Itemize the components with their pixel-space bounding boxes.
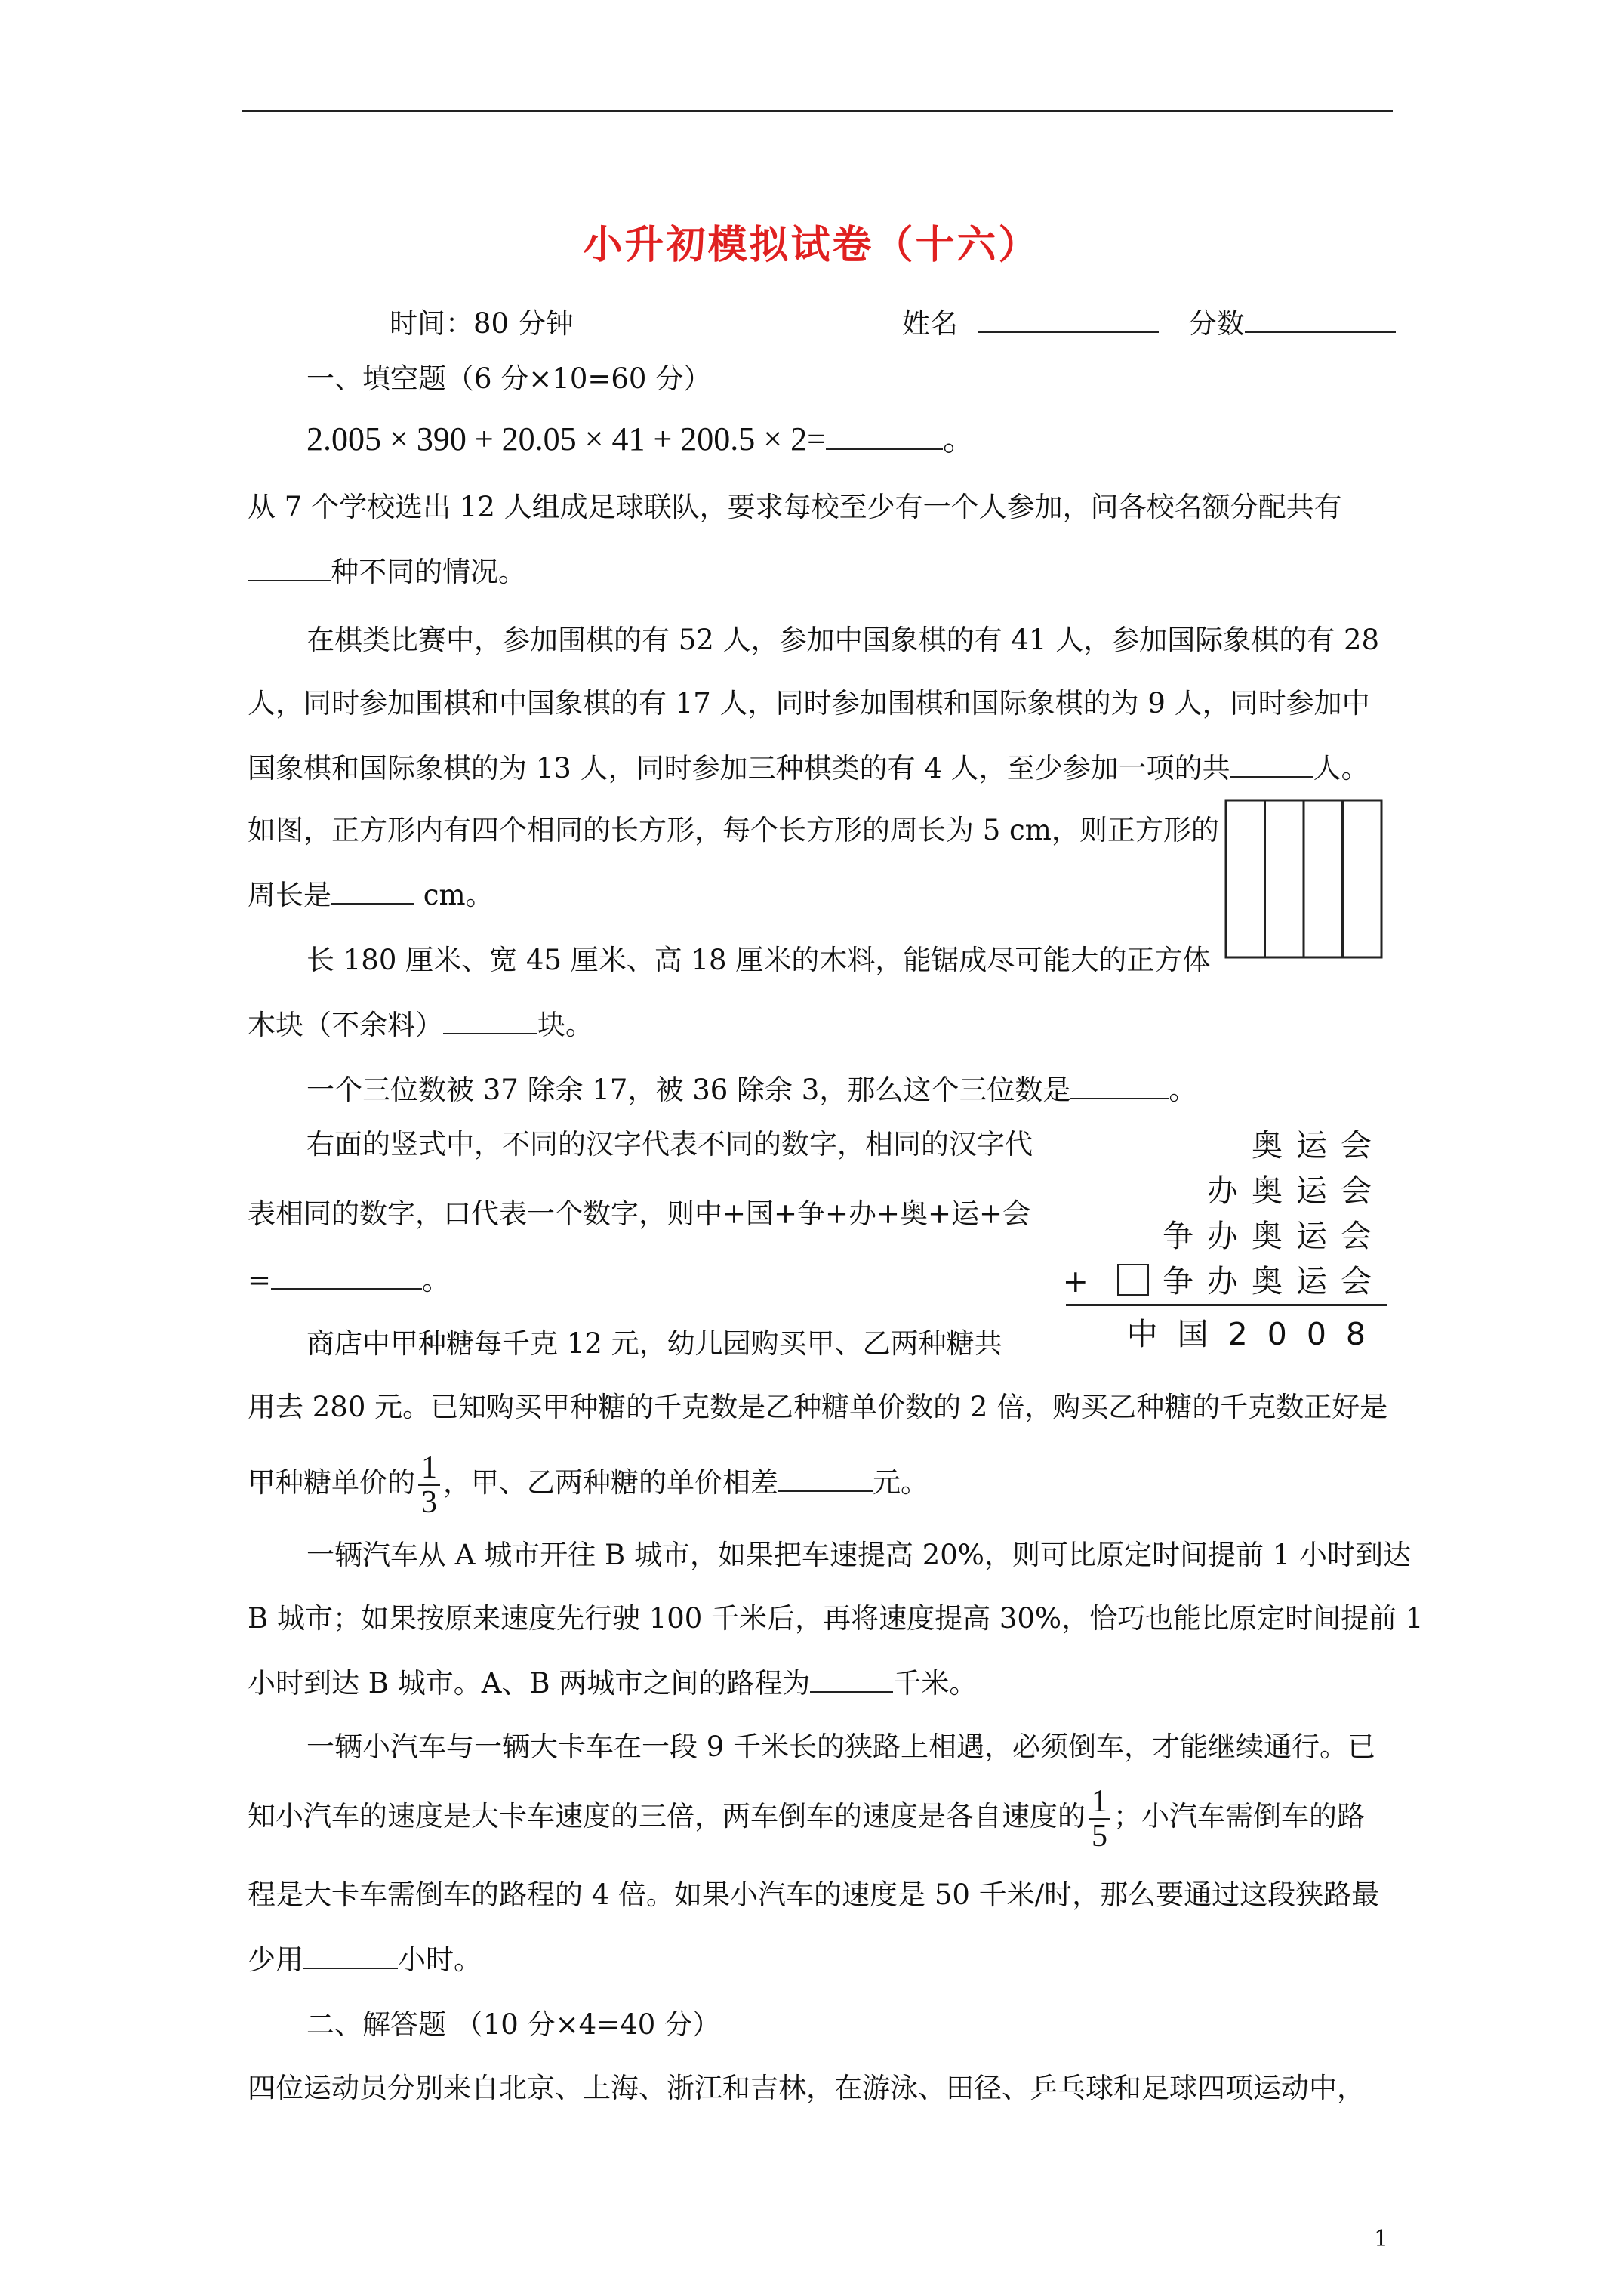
q8-frac-den: 3 xyxy=(421,1484,437,1520)
top-rule xyxy=(242,110,1393,112)
page-number: 1 xyxy=(1374,2226,1389,2252)
q9-line3-prefix: 小时到达 B 城市。A、B 两城市之间的路程为 xyxy=(248,1667,811,1700)
name-field xyxy=(902,300,1396,341)
q9-line3 xyxy=(248,1666,977,1700)
q1-formula: 2.005 × 390 + 20.05 × 41 + 200.5 × 2= xyxy=(306,421,826,458)
q8-frac-num: 1 xyxy=(418,1451,440,1486)
plus-sign: + xyxy=(1062,1263,1102,1299)
q2-blank xyxy=(248,554,331,581)
q6-suffix: 。 xyxy=(1169,1074,1197,1106)
section1-heading: 一、填空题（6 分×10=60 分） xyxy=(306,362,712,395)
q7-line3-prefix: = xyxy=(248,1264,272,1296)
q10-line3: 程是大卡车需倒车的路程的 4 倍。如果小汽车的速度是 50 千米/时，那么要通过这段狭路最 xyxy=(248,1878,1380,1911)
q6-blank xyxy=(1070,1072,1169,1099)
q10-line2-suffix: ；小汽车需倒车的路 xyxy=(1113,1800,1365,1832)
puzzle-row-4 xyxy=(1063,1259,1385,1304)
q8-line3-prefix: 甲种糖单价的 xyxy=(248,1466,415,1499)
q6-prefix: 一个三位数被 37 除余 17，被 36 除余 3，那么这个三位数是 xyxy=(306,1074,1071,1106)
q7-line2: 表相同的数字，口代表一个数字，则中+国+争+办+奥+运+会 xyxy=(248,1197,1031,1230)
q8-fraction xyxy=(418,1451,440,1519)
puzzle-row-3: 争办奥运会 xyxy=(1163,1218,1385,1254)
q2-line1: 从 7 个学校选出 12 人组成足球联队，要求每校至少有一个人参加，问各校名额分配共有 xyxy=(248,491,1342,523)
q9-suffix: 千米。 xyxy=(893,1667,978,1700)
q3-line2: 人，同时参加围棋和中国象棋的有 17 人，同时参加围棋和国际象棋的为 9 人，同时参加中 xyxy=(248,687,1370,720)
q8-line1: 商店中甲种糖每千克 12 元，幼儿园购买甲、乙两种糖共 xyxy=(306,1327,1002,1360)
q3-blank xyxy=(1230,750,1313,778)
puzzle-row-4-text: 争办奥运会 xyxy=(1163,1263,1385,1299)
q7-blank xyxy=(271,1262,422,1290)
q10-line4-prefix: 少用 xyxy=(248,1943,303,1976)
q4-suffix: cm。 xyxy=(414,879,494,911)
q10-blank xyxy=(303,1942,398,1969)
q3-line3-prefix: 国象棋和国际象棋的为 13 人，同时参加三种棋类的有 4 人，至少参加一项的共 xyxy=(248,752,1230,784)
q5-line1: 长 180 厘米、宽 45 厘米、高 18 厘米的木料，能锯成尽可能大的正方体 xyxy=(306,944,1211,976)
q10-frac-num: 1 xyxy=(1089,1785,1110,1820)
q5-line2 xyxy=(248,1007,593,1042)
q4-line1: 如图，正方形内有四个相同的长方形，每个长方形的周长为 5 cm，则正方形的 xyxy=(248,814,1219,846)
q9-blank xyxy=(810,1666,893,1693)
q10-line2 xyxy=(248,1780,1365,1853)
q5-suffix: 块。 xyxy=(537,1009,593,1041)
q4-line2 xyxy=(248,877,494,912)
name-blank xyxy=(978,306,1159,333)
section2-q1-line1: 四位运动员分别来自北京、上海、浙江和吉林，在游泳、田径、乒乓球和足球四项运动中， xyxy=(248,2072,1365,2104)
q7-suffix: 。 xyxy=(422,1264,451,1296)
q8-line2: 用去 280 元。已知购买甲种糖的千克数是乙种糖单价数的 2 倍，购买乙种糖的千克数正好是 xyxy=(248,1391,1388,1423)
q10-frac-den: 5 xyxy=(1092,1818,1107,1854)
q5-blank xyxy=(443,1007,537,1034)
q10-fraction xyxy=(1089,1785,1110,1853)
q10-line4 xyxy=(248,1942,482,1977)
square-rectangles-figure xyxy=(1224,799,1383,959)
score-blank xyxy=(1245,306,1396,333)
q1-blank xyxy=(826,423,943,450)
puzzle-row-2: 办奥运会 xyxy=(1207,1173,1385,1209)
q4-blank xyxy=(331,877,414,905)
q10-suffix: 小时。 xyxy=(398,1943,482,1976)
q9-line2: B 城市；如果按原来速度先行驶 100 千米后，再将速度提高 30%，恰巧也能比原定时间提前 1 xyxy=(248,1602,1424,1635)
puzzle-result: 中国2008 xyxy=(1126,1316,1385,1352)
q8-suffix: 元。 xyxy=(873,1466,929,1499)
q10-line1: 一辆小汽车与一辆大卡车在一段 9 千米长的狭路上相遇，必须倒车，才能继续通行。已 xyxy=(306,1730,1376,1763)
q6-line xyxy=(306,1072,1196,1107)
score-label: 分数 xyxy=(1188,307,1245,340)
q8-line3-mid: ，甲、乙两种糖的单价相差 xyxy=(443,1466,778,1499)
q9-line1: 一辆汽车从 A 城市开往 B 城市，如果把车速提高 20%，则可比原定时间提前 1 小时到达 xyxy=(306,1539,1412,1571)
puzzle-row-1: 奥运会 xyxy=(1252,1127,1385,1163)
puzzle-sum-rule xyxy=(1066,1304,1387,1306)
q1-suffix: 。 xyxy=(942,421,976,458)
q3-line1: 在棋类比赛中，参加围棋的有 52 人，参加中国象棋的有 41 人，参加国际象棋的有 28 xyxy=(306,624,1380,656)
section2-heading: 二、解答题 （10 分×4=40 分） xyxy=(306,2008,720,2041)
q2-line2 xyxy=(248,554,526,589)
name-label: 姓名 xyxy=(902,307,958,340)
q4-line2-prefix: 周长是 xyxy=(248,879,331,911)
blank-digit-box xyxy=(1117,1264,1149,1296)
q1-line xyxy=(306,423,976,456)
q3-line3 xyxy=(248,750,1369,785)
page-title: 小升初模拟试卷（十六） xyxy=(583,222,1040,268)
q5-line2-prefix: 木块（不余料） xyxy=(248,1009,443,1041)
q3-suffix: 人。 xyxy=(1313,752,1369,784)
q10-line2-prefix: 知小汽车的速度是大卡车速度的三倍，两车倒车的速度是各自速度的 xyxy=(248,1800,1086,1832)
q8-line3 xyxy=(248,1448,929,1519)
time-label: 时间：80 分钟 xyxy=(390,307,574,340)
q8-blank xyxy=(778,1465,873,1492)
q7-line1: 右面的竖式中，不同的汉字代表不同的数字，相同的汉字代 xyxy=(306,1128,1033,1160)
q7-line3 xyxy=(248,1262,450,1297)
q2-suffix: 种不同的情况。 xyxy=(331,556,526,588)
